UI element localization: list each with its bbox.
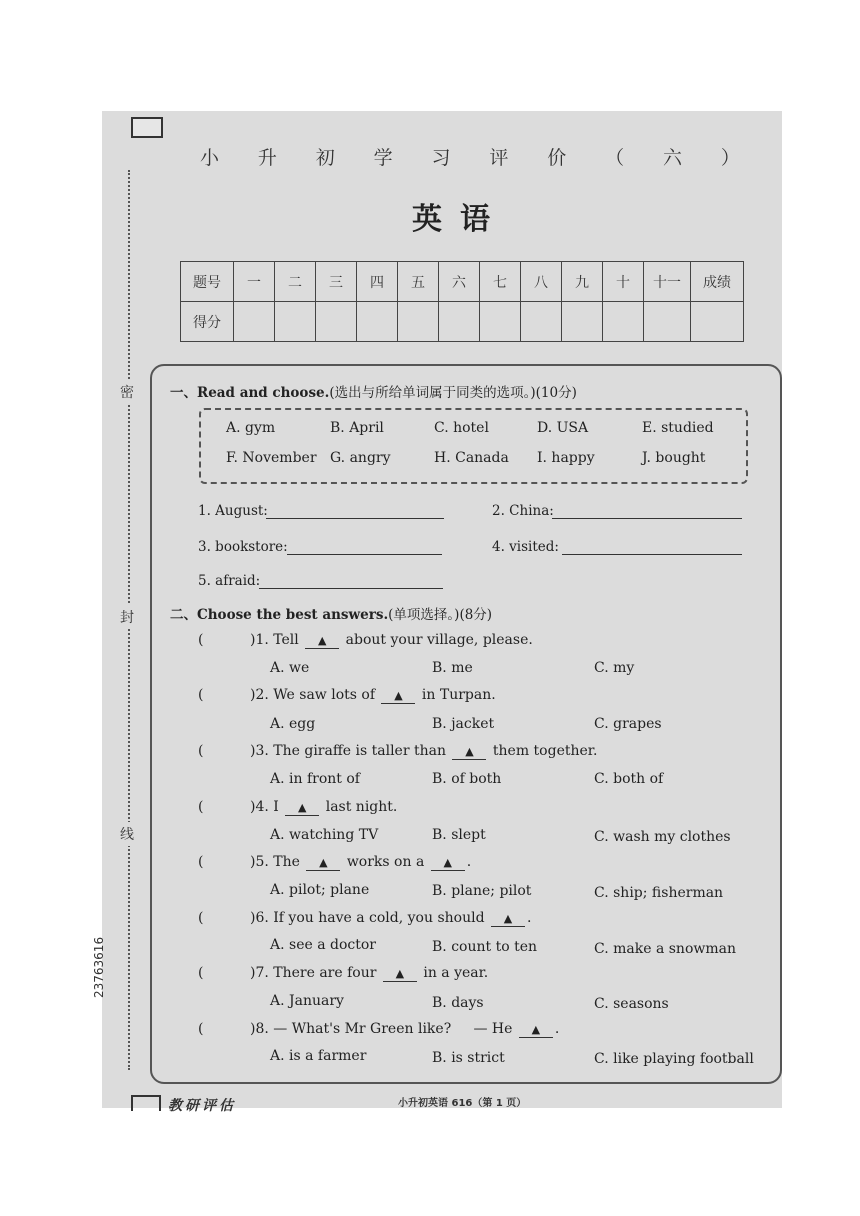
choice-a[interactable]: A. pilot; plane — [270, 882, 370, 898]
bottom-corner-box — [131, 1095, 161, 1111]
score-input-cell[interactable] — [234, 302, 275, 342]
choice-a[interactable]: A. January — [270, 993, 344, 1009]
blank-marker: ▲ — [306, 856, 340, 871]
blank-marker: ▲ — [452, 745, 486, 760]
option-item: G. angry — [330, 450, 391, 466]
choice-b[interactable]: B. plane; pilot — [432, 883, 532, 899]
section2-title-en: 二、Choose the best answers. — [170, 607, 389, 623]
title-char: 评 — [489, 147, 509, 169]
stem-text: )8. — What's Mr Green like? — [250, 1021, 452, 1037]
choice-a[interactable]: A. is a farmer — [270, 1048, 367, 1064]
question-stem — [250, 799, 397, 816]
score-input-cell[interactable] — [480, 302, 521, 342]
option-item: B. April — [330, 420, 384, 436]
answer-paren[interactable]: ( — [198, 687, 204, 703]
choice-c[interactable]: C. my — [594, 660, 635, 676]
question-stem — [250, 743, 597, 760]
choice-c[interactable]: C. seasons — [594, 996, 669, 1012]
stem-text: in Turpan. — [421, 687, 496, 703]
choice-a[interactable]: A. see a doctor — [270, 937, 376, 953]
answer-paren[interactable]: ( — [198, 799, 204, 815]
score-header-cell: 九 — [562, 262, 603, 302]
choice-c[interactable]: C. grapes — [594, 716, 662, 732]
match-item: 2. China: — [492, 503, 554, 519]
option-item: E. studied — [642, 420, 714, 436]
score-header-cell: 成绩 — [691, 262, 744, 302]
stem-text: )6. If you have a cold, you should — [250, 910, 485, 926]
score-header-cell: 三 — [316, 262, 357, 302]
score-table — [180, 261, 744, 342]
title-char: ） — [720, 147, 740, 169]
choice-b[interactable]: B. of both — [432, 771, 502, 787]
option-item: D. USA — [537, 420, 589, 436]
section2-title — [170, 603, 492, 623]
answer-paren[interactable]: ( — [198, 1021, 204, 1037]
question-stem — [250, 1021, 559, 1038]
answer-paren[interactable]: ( — [198, 632, 204, 648]
answer-paren[interactable]: ( — [198, 854, 204, 870]
title-char: 六 — [663, 147, 683, 169]
score-header-cell: 五 — [398, 262, 439, 302]
stem-text: . — [554, 1021, 560, 1037]
answer-blank[interactable] — [287, 554, 442, 555]
title-char: 价 — [547, 147, 567, 169]
choice-b[interactable]: B. days — [432, 995, 484, 1011]
subject-title: 英语 — [412, 202, 508, 237]
title-char: 习 — [431, 147, 451, 169]
score-row-label: 得分 — [181, 302, 234, 342]
stem-text: works on a — [346, 854, 425, 870]
blank-marker: ▲ — [383, 967, 417, 982]
score-header-cell: 八 — [521, 262, 562, 302]
choice-b[interactable]: B. slept — [432, 827, 486, 843]
blank-marker: ▲ — [381, 689, 415, 704]
score-header-cell: 题号 — [181, 262, 234, 302]
choice-b[interactable]: B. me — [432, 660, 473, 676]
serial-number: 23763616 — [92, 936, 106, 998]
section1-title-en: 一、Read and choose. — [170, 385, 330, 401]
stem-text: )4. I — [250, 799, 279, 815]
score-header-cell: 二 — [275, 262, 316, 302]
choice-b[interactable]: B. is strict — [432, 1050, 505, 1066]
score-input-cell[interactable] — [521, 302, 562, 342]
score-input-cell[interactable] — [644, 302, 691, 342]
exam-stage-title — [200, 143, 740, 170]
answer-blank[interactable] — [562, 554, 742, 555]
answer-paren[interactable]: ( — [198, 965, 204, 981]
answer-blank[interactable] — [552, 518, 742, 519]
choice-c[interactable]: C. like playing football — [594, 1051, 754, 1067]
option-item: F. November — [226, 450, 317, 466]
page-code: 小升初英语 616（第 1 页） — [398, 1098, 527, 1109]
stem-text: about your village, please. — [345, 632, 533, 648]
stem-text: )2. We saw lots of — [250, 687, 375, 703]
stem-text: last night. — [325, 799, 398, 815]
question-stem — [250, 632, 533, 649]
answer-paren[interactable]: ( — [198, 743, 204, 759]
match-item: 5. afraid: — [198, 573, 261, 589]
question-stem — [250, 910, 531, 927]
option-item: H. Canada — [434, 450, 509, 466]
choice-c[interactable]: C. both of — [594, 771, 664, 787]
stem-text: . — [527, 910, 532, 926]
score-input-cell[interactable] — [357, 302, 398, 342]
choice-a[interactable]: A. watching TV — [270, 827, 379, 843]
score-header-cell: 六 — [439, 262, 480, 302]
blank-marker: ▲ — [305, 634, 339, 649]
blank-marker: ▲ — [431, 856, 465, 871]
choice-a[interactable]: A. egg — [270, 716, 316, 732]
corner-box — [131, 117, 163, 138]
option-item: C. hotel — [434, 420, 489, 436]
choice-b[interactable]: B. jacket — [432, 716, 495, 732]
score-input-cell[interactable] — [316, 302, 357, 342]
choice-c[interactable]: C. ship; fisherman — [594, 885, 724, 901]
option-item: I. happy — [537, 450, 595, 466]
score-input-cell[interactable] — [691, 302, 744, 342]
answer-blank[interactable] — [259, 588, 443, 589]
stem-text: them together. — [492, 743, 598, 759]
choice-a[interactable]: A. in front of — [270, 771, 360, 787]
blank-marker: ▲ — [491, 912, 525, 927]
stem-text: )5. The — [250, 854, 300, 870]
stem-text: . — [466, 854, 472, 870]
choice-c[interactable]: C. wash my clothes — [594, 829, 731, 845]
score-header-cell: 四 — [357, 262, 398, 302]
section1-title — [170, 381, 577, 401]
score-header-cell: 七 — [480, 262, 521, 302]
choice-b[interactable]: B. count to ten — [432, 939, 537, 955]
score-input-cell[interactable] — [398, 302, 439, 342]
question-stem — [250, 854, 471, 871]
score-input-cell[interactable] — [603, 302, 644, 342]
stem-text: )7. There are four — [250, 965, 377, 981]
choice-c[interactable]: C. make a snowman — [594, 941, 737, 957]
score-input-cell[interactable] — [562, 302, 603, 342]
blank-marker: ▲ — [285, 801, 319, 816]
choice-a[interactable]: A. we — [270, 660, 310, 676]
title-char: 初 — [315, 147, 335, 169]
match-item: 1. August: — [198, 503, 268, 519]
footer-label: 教研评估 — [168, 1098, 236, 1114]
score-header-cell: 一 — [234, 262, 275, 302]
stem-text: — He — [473, 1021, 513, 1037]
title-char: 小 — [200, 147, 220, 169]
score-input-cell[interactable] — [275, 302, 316, 342]
section1-title-cn: (选出与所给单词属于同类的选项。)(10分) — [329, 385, 577, 401]
answer-paren[interactable]: ( — [198, 910, 204, 926]
title-char: 学 — [373, 147, 393, 169]
score-header-cell: 十 — [603, 262, 644, 302]
answer-blank[interactable] — [266, 518, 444, 519]
seal-char-mi: 密 — [120, 380, 134, 404]
score-input-cell[interactable] — [439, 302, 480, 342]
section2-title-cn: (单项选择。)(8分) — [388, 607, 493, 623]
seal-char-xian: 线 — [120, 822, 134, 846]
option-item: J. bought — [642, 450, 706, 466]
title-char: 升 — [257, 147, 277, 169]
question-stem — [250, 687, 496, 704]
option-item: A. gym — [226, 420, 276, 436]
stem-text: )3. The giraffe is taller than — [250, 743, 446, 759]
seal-char-feng: 封 — [120, 605, 134, 629]
question-stem — [250, 965, 488, 982]
blank-marker: ▲ — [519, 1023, 553, 1038]
match-item: 4. visited: — [492, 539, 559, 555]
score-header-cell: 十一 — [644, 262, 691, 302]
stem-text: )1. Tell — [250, 632, 299, 648]
match-item: 3. bookstore: — [198, 539, 288, 555]
title-char: （ — [605, 147, 625, 169]
stem-text: in a year. — [423, 965, 489, 981]
